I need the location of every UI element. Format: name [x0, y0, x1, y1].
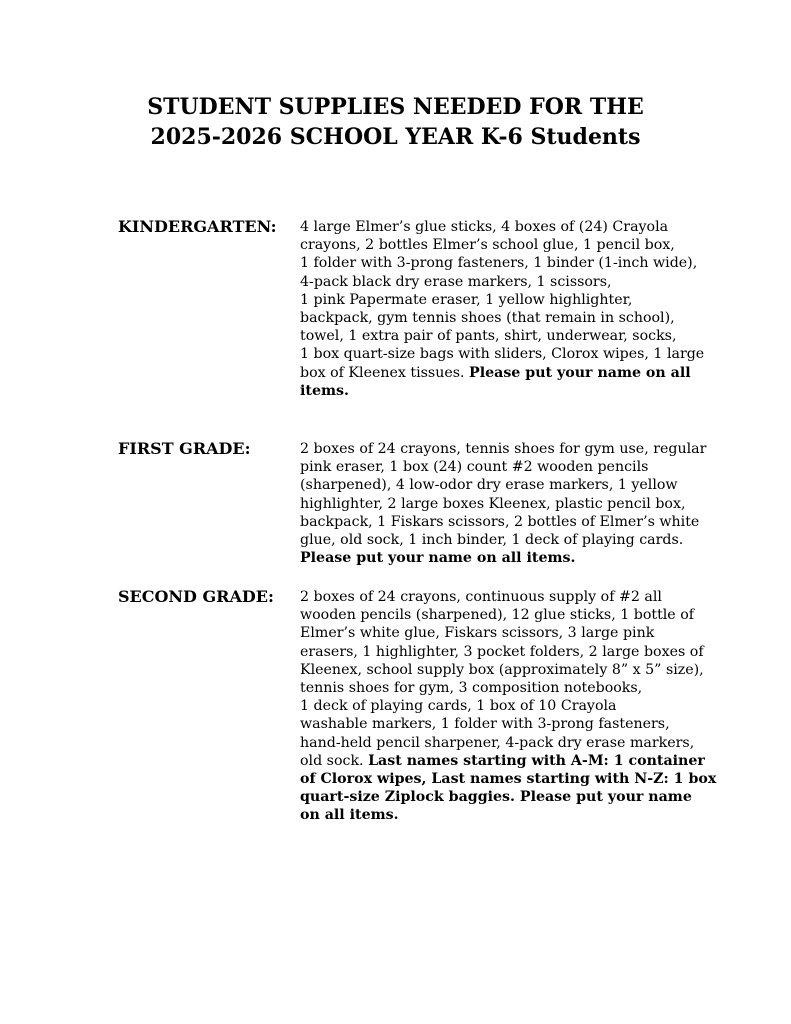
supply-line: highlighter, 2 large boxes Kleenex, plastic pencil box,	[300, 495, 686, 512]
lastname-note: of Clorox wipes, Last names starting with N-Z: 1 box	[300, 771, 717, 788]
supply-line: 4 large Elmer’s glue sticks, 4 boxes of (24) Crayola	[300, 219, 669, 235]
supply-line: wooden pencils (sharpened), 12 glue sticks, 1 bottle of	[300, 607, 695, 624]
supply-line: backpack, 1 Fiskars scissors, 2 bottles of Elmer’s white	[300, 513, 700, 530]
supply-line: towel, 1 extra pair of pants, shirt, underwear, socks,	[300, 328, 677, 345]
supply-line: 2 boxes of 24 crayons, continuous supply of #2 all	[300, 589, 662, 605]
grade-label-first-grade: FIRST GRADE:	[118, 439, 251, 458]
supply-line-with-note	[300, 364, 691, 382]
grade-label-kindergarten: KINDERGARTEN:	[118, 217, 277, 236]
supply-line: 1 folder with 3-prong fasteners, 1 binder (1-inch wide),	[300, 255, 698, 272]
supply-line: (sharpened), 4 low-odor dry erase markers, 1 yellow	[300, 477, 678, 494]
supply-line: backpack, gym tennis shoes (that remain in school),	[300, 310, 675, 327]
supply-line: Elmer’s white glue, Fiskars scissors, 3 large pink	[300, 625, 655, 642]
supply-line: Kleenex, school supply box (approximately 8” x 5” size),	[300, 661, 704, 678]
supply-line: box of Kleenex tissues.	[300, 364, 470, 381]
lastname-note: quart-size Ziplock baggies. Please put your name	[300, 789, 692, 806]
supply-list-first-grade	[300, 440, 707, 567]
name-note: Please put your name on all items.	[300, 550, 576, 567]
supply-line: tennis shoes for gym, 3 composition notebooks,	[300, 680, 643, 697]
supply-list-kindergarten	[300, 218, 705, 400]
lastname-note: Last names starting with A-M: 1 container	[368, 752, 705, 769]
name-note: items.	[300, 382, 349, 399]
supply-line: 4-pack black dry erase markers, 1 scissors,	[300, 273, 612, 290]
supply-line: erasers, 1 highlighter, 3 pocket folders, 2 large boxes of	[300, 643, 704, 660]
title-line-2: 2025-2026 SCHOOL YEAR K-6 Students	[150, 124, 641, 150]
supply-line-with-note	[300, 752, 705, 770]
name-note: Please put your name on all	[469, 364, 691, 381]
supply-line: crayons, 2 bottles Elmer’s school glue, 1 pencil box,	[300, 237, 675, 254]
supply-line: 1 pink Papermate eraser, 1 yellow highlighter,	[300, 291, 633, 308]
supply-line: pink eraser, 1 box (24) count #2 wooden pencils	[300, 459, 649, 476]
name-note: on all items.	[300, 807, 399, 824]
supply-line: washable markers, 1 folder with 3-prong fasteners,	[300, 716, 670, 733]
supply-line: glue, old sock, 1 inch binder, 1 deck of playing cards.	[300, 532, 684, 549]
supply-line: 1 deck of playing cards, 1 box of 10 Crayola	[300, 698, 617, 715]
title-line-1: STUDENT SUPPLIES NEEDED FOR THE	[147, 94, 644, 120]
grade-label-second-grade: SECOND GRADE:	[118, 587, 274, 606]
supply-list-second-grade	[300, 588, 717, 825]
supply-line: 1 box quart-size bags with sliders, Clorox wipes, 1 large	[300, 346, 705, 363]
page-title	[0, 92, 791, 152]
supply-line: hand-held pencil sharpener, 4-pack dry erase markers,	[300, 734, 695, 751]
supply-line: 2 boxes of 24 crayons, tennis shoes for gym use, regular	[300, 441, 707, 457]
supply-line: old sock.	[300, 752, 369, 769]
